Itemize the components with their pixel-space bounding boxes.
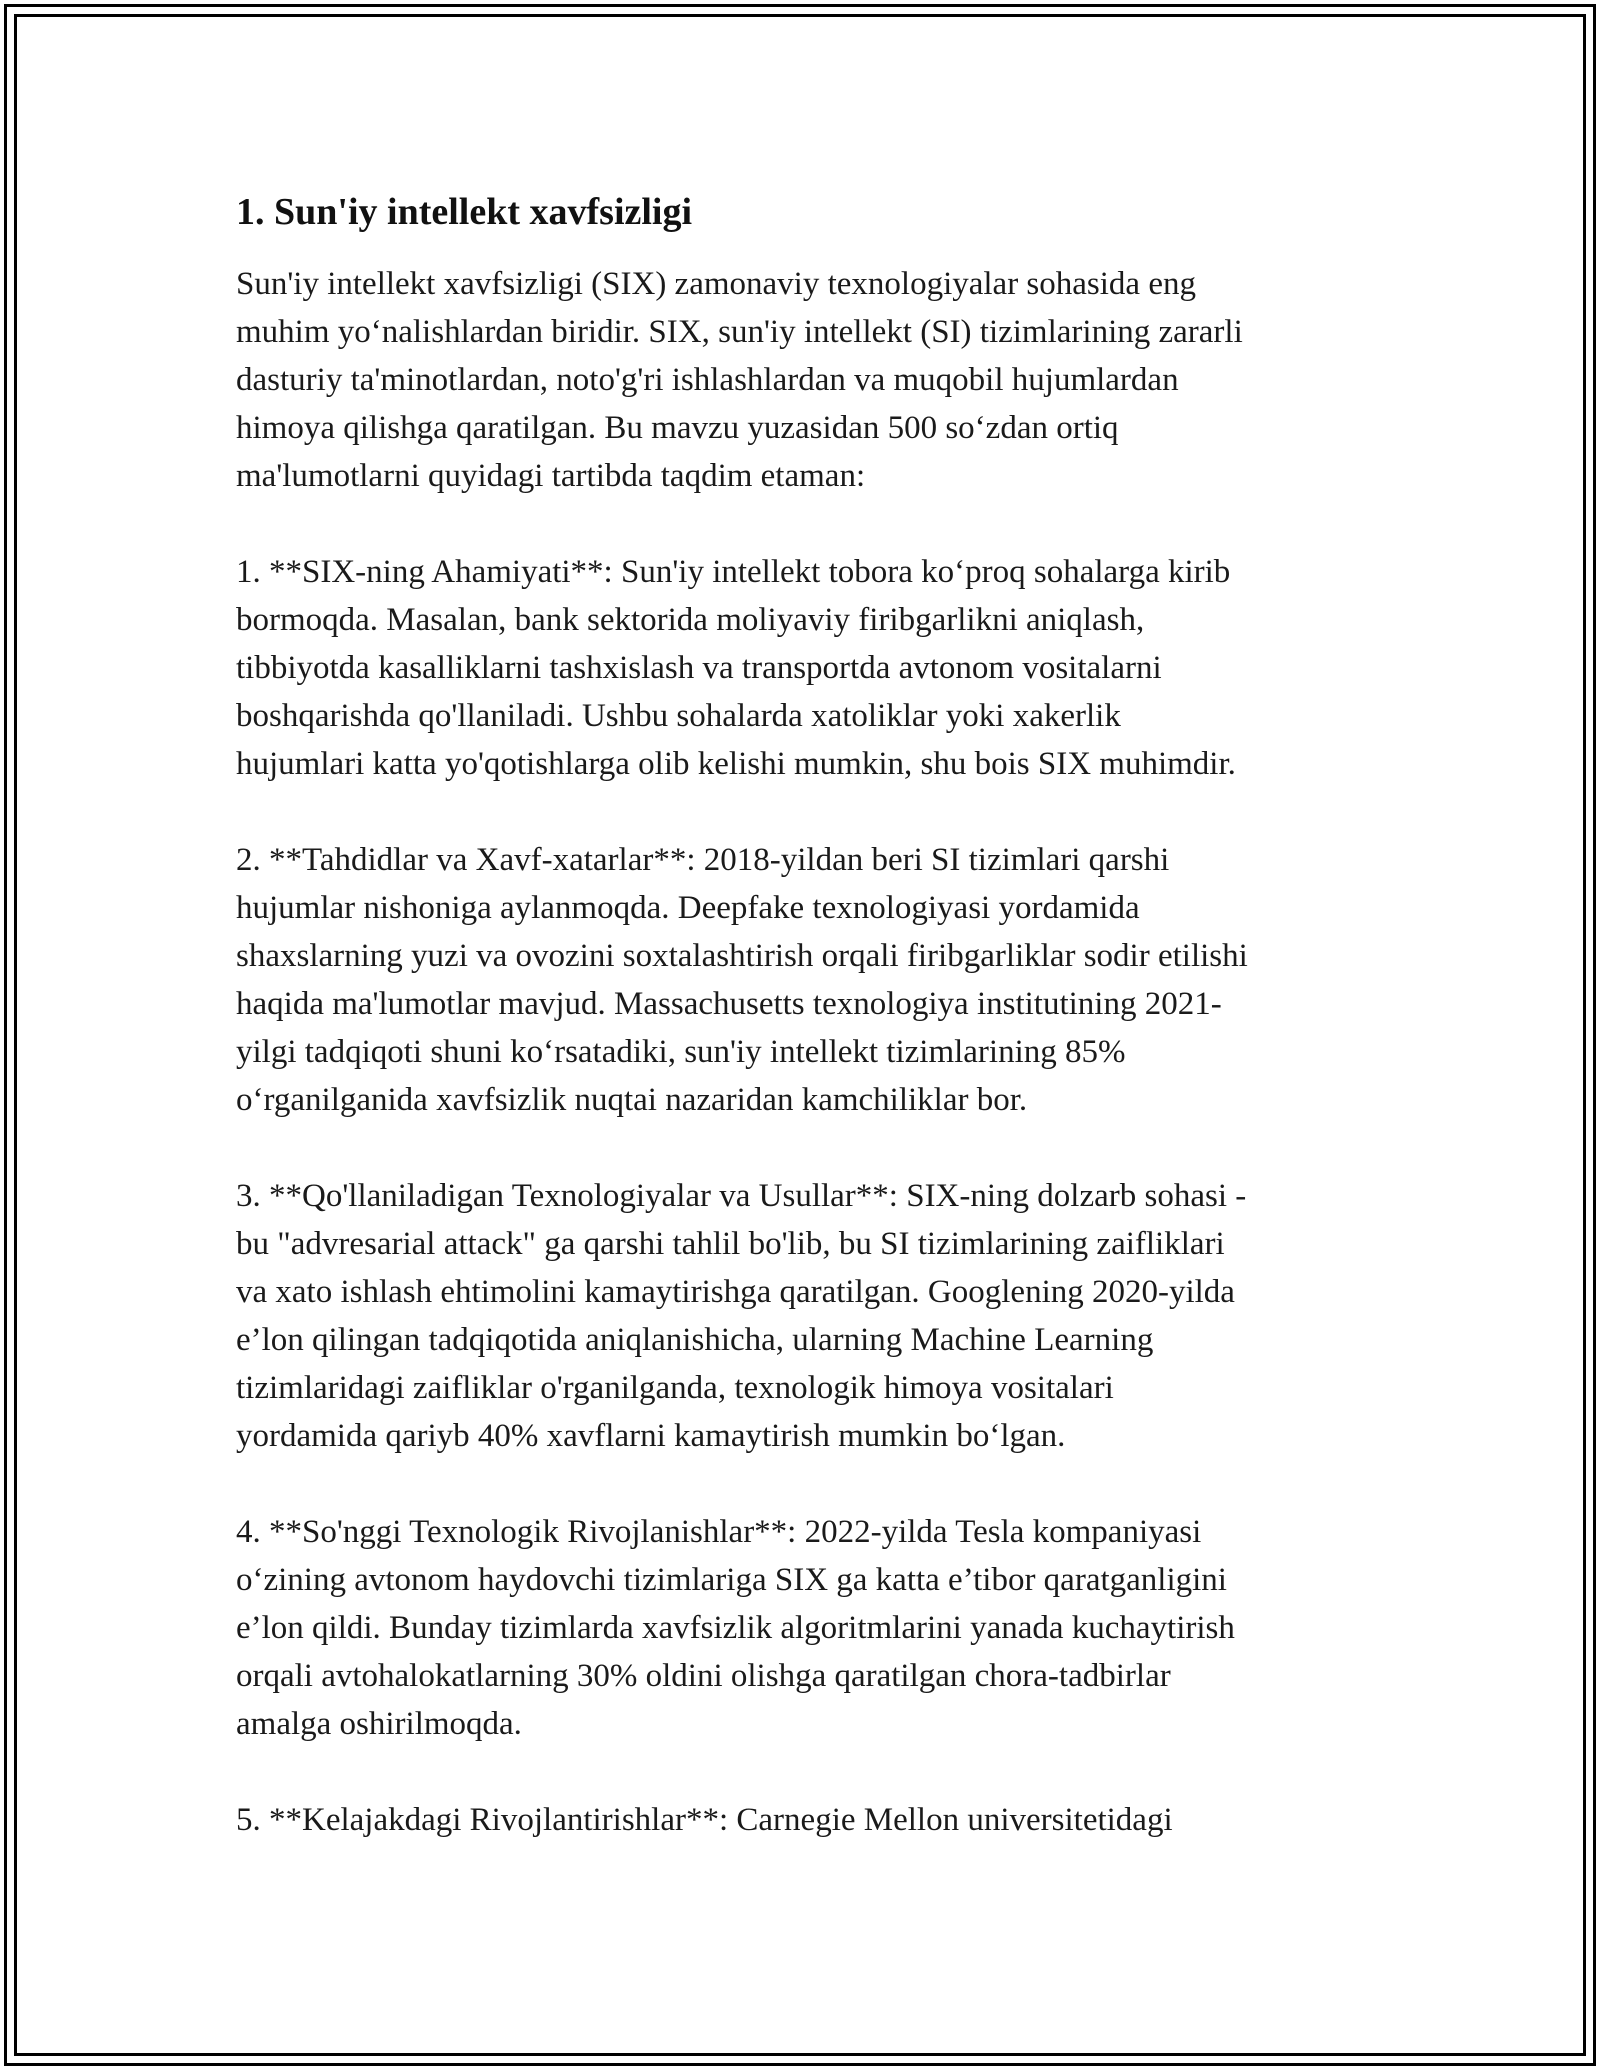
section-4-paragraph: 4. **So'nggi Texnologik Rivojlanishlar**: 2022-yilda Tesla kompaniyasi o‘zining avtonom haydovchi tizimlariga SIX ga katta e’tibor qaratganligini e’lon qildi. Bunday tizimlarda xavfsizlik algoritmlarini yanada kuchaytirish orqali avtohalokatlarning 30% oldini olishga qaratilgan chora-tadbirlar amalga oshirilmoqda. — [236, 1514, 1235, 1742]
document-body — [236, 186, 1376, 1844]
document-title: 1. Sun'iy intellekt xavfsizligi — [236, 191, 693, 233]
section-1-paragraph: 1. **SIX-ning Ahamiyati**: Sun'iy intellekt tobora ko‘proq sohalarga kirib bormoqda. Masalan, bank sektorida moliyaviy firibgarlikni aniqlash, tibbiyotda kasalliklarni tashxislash va transportda avtonom vositalarni boshqarishda qo'llaniladi. Ushbu sohalarda xatoliklar yoki xakerlik hujumlari katta yo'qotishlarga olib kelishi mumkin, shu bois SIX muhimdir. — [236, 554, 1236, 782]
intro-paragraph: Sun'iy intellekt xavfsizligi (SIX) zamonaviy texnologiyalar sohasida eng muhim yo‘nalishlardan biridir. SIX, sun'iy intellekt (SI) tizimlarining zararli dasturiy ta'minotlardan, noto'g'ri ishlashlardan va muqobil hujumlardan himoya qilishga qaratilgan. Bu mavzu yuzasidan 500 so‘zdan ortiq ma'lumotlarni quyidagi tartibda taqdim etaman: — [236, 266, 1243, 494]
section-3-paragraph: 3. **Qo'llaniladigan Texnologiyalar va Usullar**: SIX-ning dolzarb sohasi - bu "advresarial attack" ga qarshi tahlil bo'lib, bu SI tizimlarining zaifliklari va xato ishlash ehtimolini kamaytirishga qaratilgan. Googlening 2020-yilda e’lon qilingan tadqiqotida aniqlanishicha, ularning Machine Learning tizimlaridagi zaifliklar o'rganilganda, texnologik himoya vositalari yordamida qariyb 40% xavflarni kamaytirish mumkin bo‘lgan. — [236, 1178, 1247, 1454]
section-2-paragraph: 2. **Tahdidlar va Xavf-xatarlar**: 2018-yildan beri SI tizimlari qarshi hujumlar nishoniga aylanmoqda. Deepfake texnologiyasi yordamida shaxslarning yuzi va ovozini soxtalashtirish orqali firibgarliklar sodir etilishi haqida ma'lumotlar mavjud. Massachusetts texnologiya institutining 2021- yilgi tadqiqoti shuni ko‘rsatadiki, sun'iy intellekt tizimlarining 85% o‘rganilganida xavfsizlik nuqtai nazaridan kamchiliklar bor. — [236, 842, 1248, 1118]
section-5-paragraph: 5. **Kelajakdagi Rivojlantirishlar**: Carnegie Mellon universitetidagi — [236, 1802, 1173, 1838]
